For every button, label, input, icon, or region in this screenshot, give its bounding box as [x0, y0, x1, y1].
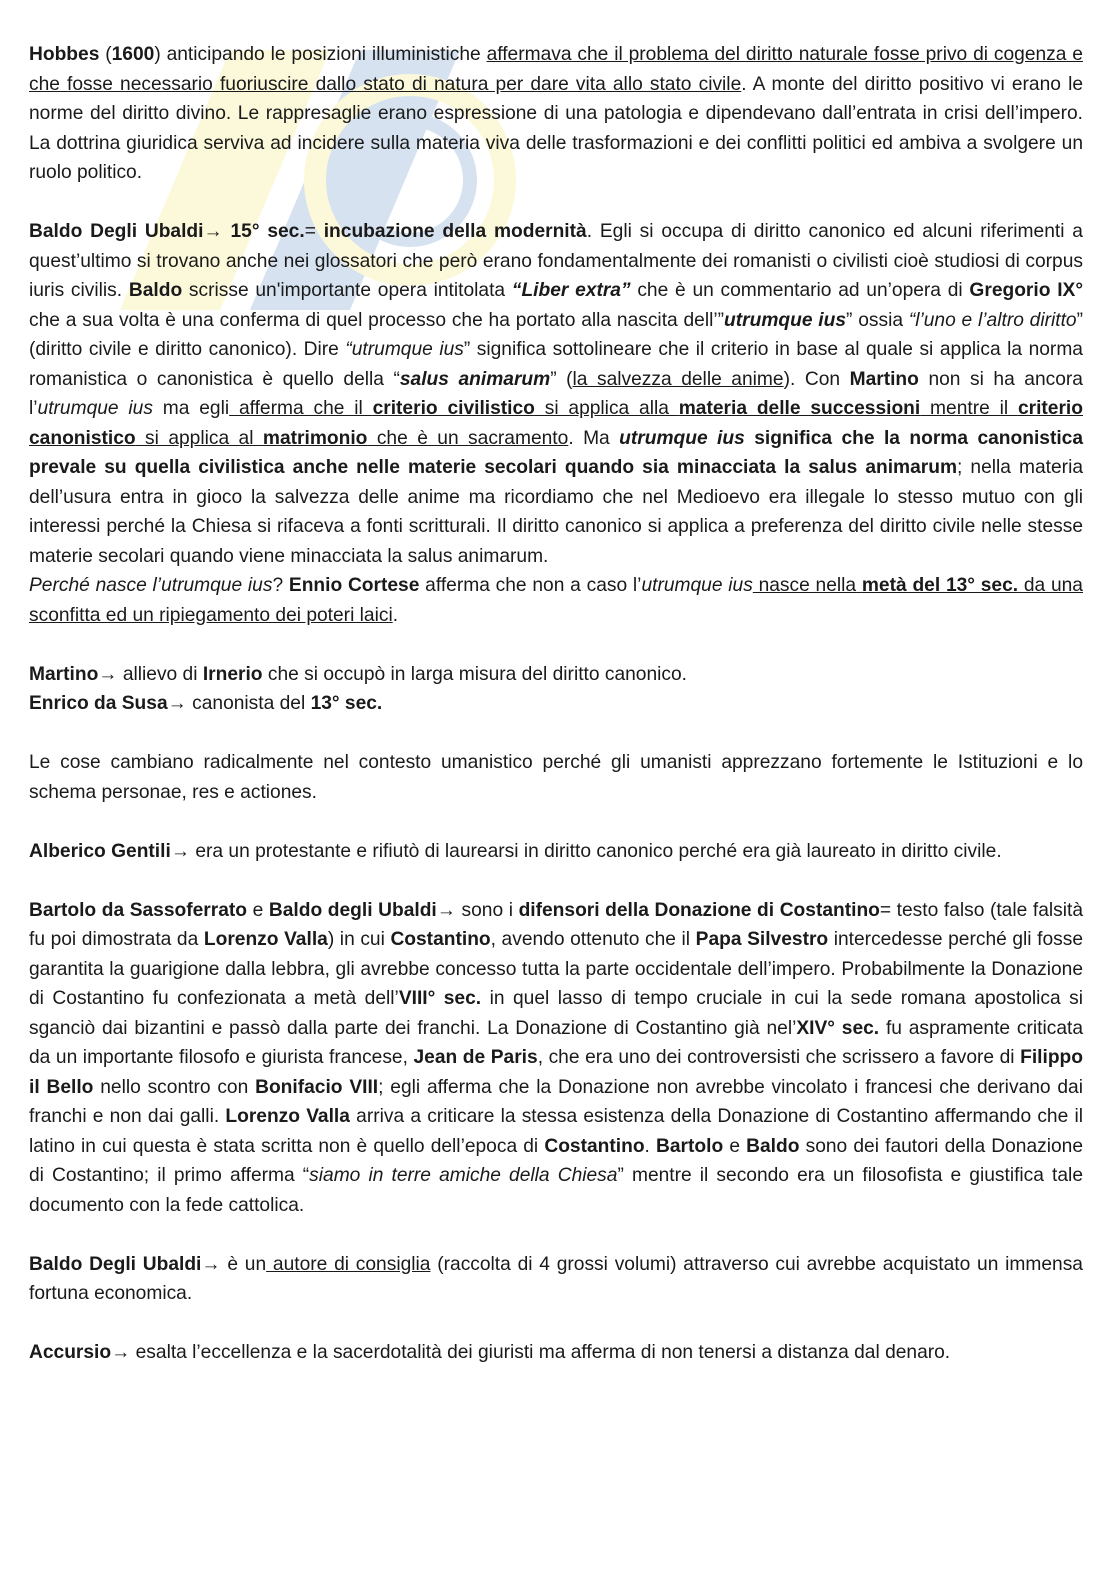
text-run: Martino [849, 368, 919, 390]
text-run: 1600 [111, 44, 155, 65]
paragraph-accursio [29, 1338, 1083, 1368]
text-run: Hobbes [29, 44, 100, 65]
text-run: utrumque ius [619, 427, 745, 449]
text-run: e [723, 1135, 747, 1157]
text-run: Alberico Gentili [29, 840, 171, 862]
text-run: (raccolta di 4 grossi volumi) attraverso cui avrebbe acquistato un immensa fortuna economica. [29, 1253, 1083, 1304]
paragraph-umanisti [29, 748, 1083, 807]
text-run: = testo falso (tale falsità fu poi dimostrata da [29, 899, 1083, 950]
paragraph-enrico [29, 689, 1083, 719]
text-run: metà del 13° sec. [861, 575, 1019, 596]
text-run: → allievo di [98, 663, 203, 685]
text-run: incubazione della modernità [323, 221, 587, 242]
text-run: afferma che il [229, 398, 373, 419]
text-run: , avendo ottenuto che il [490, 929, 696, 950]
text-run: → [203, 221, 231, 242]
text-run: Bartolo da Sassoferrato [29, 899, 248, 921]
text-run: intercedesse perché gli fosse garantita la guarigione dalla lebbra, gli avrebbe concesso tutta la parte occidentale dell’impero. Probabilmente la Donazione di Costantino fu confezionata a metà dell’ [29, 929, 1084, 1009]
text-run: Baldo Degli Ubaldi [29, 221, 204, 242]
text-run: , che era uno dei controversisti che scrissero a favore di [537, 1047, 1021, 1068]
text-run: Lorenzo Valla [225, 1106, 350, 1127]
text-run: . [392, 604, 399, 626]
text-run: Baldo [746, 1135, 800, 1157]
text-run: ” (diritto civile e diritto canonico). Dire [29, 309, 1083, 360]
text-run: si applica al [135, 427, 263, 449]
text-run: ” ossia [846, 309, 909, 331]
paragraph-baldo-utrumque [29, 217, 1083, 571]
text-run: ? [272, 575, 289, 596]
text-run: Baldo Degli Ubaldi [29, 1253, 202, 1275]
text-run: matrimonio [262, 427, 368, 449]
text-run: e [247, 899, 269, 921]
text-run: Enrico da Susa [29, 693, 168, 714]
text-run: Gregorio IX° [969, 280, 1083, 301]
text-run: ) anticipando le posizioni illuministiche [154, 44, 487, 65]
text-run: non si ha ancora l’ [29, 368, 1083, 419]
text-run: . A monte del diritto positivo vi erano le norme del diritto divino. Le rappresaglie erano espressione di una patologia e dipendevano dall’entrata in crisi dell’impero. La dottrina giuridica serviva ad incidere sulla materia viva delle trasformazioni e dei conflitti politici ed ambiva a svolgere un ruolo politico. [29, 73, 1083, 183]
paragraph-martino [29, 660, 1083, 690]
text-run: → esalta l’eccellenza e la sacerdotalità dei giuristi ma afferma di non tenersi a distanza dal denaro. [111, 1342, 951, 1363]
text-run: la salvezza delle anime [572, 368, 784, 390]
text-run: autore di consiglia [266, 1253, 431, 1275]
text-run: che è un sacramento [367, 427, 569, 449]
text-run: utrumque ius [37, 398, 153, 419]
text-run: ” ( [550, 368, 573, 390]
text-run: XIV° sec. [796, 1017, 880, 1039]
text-run: utrumque ius [641, 575, 753, 596]
text-run: mentre il [920, 398, 1018, 419]
text-run: ). Con [783, 368, 850, 390]
text-run: Papa Silvestro [695, 929, 829, 950]
text-run: “Liber extra” [511, 280, 631, 301]
paragraph-perche-utrumque [29, 571, 1083, 630]
text-run: che è un commentario ad un’opera di [630, 280, 970, 301]
text-run: Baldo degli Ubaldi [268, 899, 437, 921]
text-run: da una sconfitta ed un ripiegamento dei poteri laici [29, 575, 1083, 626]
document-page [29, 40, 1083, 1397]
text-run: Bartolo [656, 1135, 724, 1157]
text-run: nello scontro con [93, 1076, 256, 1098]
text-run: ; egli afferma che la Donazione non avrebbe vincolato i francesi che derivano dai franchi e non dai galli. [29, 1076, 1083, 1127]
text-run: arriva a criticare la stessa esistenza della Donazione di Costantino affermando che il latino in cui questa è stata scritta non è quello dell’epoca di [29, 1106, 1083, 1157]
text-run: ma egli [152, 398, 230, 419]
paragraph-gentili [29, 837, 1083, 867]
text-run: affermava che il problema del diritto naturale fosse privo di cogenza e che fosse necessario fuoriuscire dallo stato di natura per dare vita allo stato civile [29, 44, 1083, 95]
text-run: fu aspramente criticata da un importante filosofo e giurista francese, [29, 1017, 1084, 1068]
text-run: ” mentre il secondo era un filosofista e giustifica tale documento con la fede cattolica. [29, 1165, 1083, 1216]
text-run: = [304, 221, 324, 242]
text-run: Baldo [128, 280, 183, 301]
text-run: Costantino [390, 929, 491, 950]
text-run: ” significa sottolineare che il criterio in base al quale si applica la norma romanistica o canonistica è quello della “ [29, 339, 1083, 390]
text-run: ( [99, 44, 112, 65]
text-run: siamo in terre amiche della Chiesa [309, 1165, 618, 1186]
text-run: → sono i [436, 899, 519, 921]
text-run: Le cose cambiano radicalmente nel contesto umanistico perché gli umanisti apprezzano fortemente le Istituzioni e lo schema personae, res e actiones. [29, 752, 1083, 803]
text-run: 15° sec. [230, 221, 305, 242]
text-run: → era un protestante e rifiutò di laurearsi in diritto canonico perché era già laureato in diritto civile. [170, 840, 1002, 862]
text-run: . Egli si occupa di diritto canonico ed alcuni riferimenti a quest’ultimo si trovano anche nei glossatori che però erano fondamentalmente dei romanisti o civilisti cioè studiosi di corpus iuris civilis. [29, 221, 1083, 301]
text-run: Lorenzo Valla [203, 929, 328, 950]
text-run: Costantino [544, 1135, 645, 1157]
text-run: si applica alla [534, 398, 679, 419]
text-run: utrumque ius [724, 309, 847, 331]
text-run: criterio canonistico [29, 398, 1083, 449]
text-run: Jean de Paris [413, 1047, 538, 1068]
text-run: Perché nasce l’utrumque ius [29, 575, 273, 596]
text-run: nasce nella [752, 575, 862, 596]
text-run: che a sua volta è una conferma di quel processo che ha portato alla nascita dell’” [29, 309, 725, 331]
text-run: ; nella materia dell’usura entra in gioco la salvezza delle anime ma ricordiamo che nel Medioevo era illegale lo stesso mutuo con gli interessi perché la Chiesa si rifaceva a fonti scritturali. Il diritto canonico si applica a preferenza del diritto civile nelle stesse materie secolari quando viene minacciata la salus animarum. [29, 457, 1084, 567]
text-run: che si occupò in larga misura del diritto canonico. [262, 663, 688, 685]
text-run: → è un [201, 1253, 267, 1275]
text-run: difensori della Donazione di Costantino [518, 899, 880, 921]
text-run: “utrumque ius [345, 339, 464, 360]
paragraph-hobbes [29, 40, 1083, 188]
text-run: in quel lasso di tempo cruciale in cui la sede romana apostolica si sganciò dai bizantini e passò dalla parte dei franchi. La Donazione di Costantino già nel’ [29, 988, 1084, 1039]
text-run: Filippo il Bello [29, 1047, 1083, 1098]
text-run: scrisse un'importante opera intitolata [182, 280, 512, 301]
text-run: criterio civilistico [372, 398, 535, 419]
text-run: 13° sec. [310, 693, 383, 714]
paragraph-baldo-consiglia [29, 1250, 1083, 1309]
text-run: salus animarum [399, 368, 551, 390]
paragraph-donazione [29, 896, 1083, 1221]
text-run: Ennio Cortese [288, 575, 420, 596]
text-run: significa che la norma canonistica prevale su quella civilistica anche nelle materie secolari quando sia minacciata la salus animarum [29, 427, 1084, 478]
text-run: sono dei fautori della Donazione di Costantino; il primo afferma “ [29, 1135, 1084, 1186]
text-run: “l’uno e l’altro diritto [908, 309, 1077, 331]
text-run: ) in cui [327, 929, 391, 950]
text-run: afferma che non a caso l’ [419, 575, 642, 596]
text-run: → canonista del [167, 693, 311, 714]
text-run: VIII° sec. [398, 988, 482, 1009]
text-run: Accursio [29, 1342, 112, 1363]
text-run: . Ma [568, 427, 620, 449]
text-run: materia delle successioni [678, 398, 921, 419]
text-run: Bonifacio VIII [255, 1076, 379, 1098]
text-run: Irnerio [202, 663, 263, 685]
text-run: . [644, 1135, 657, 1157]
text-run: Martino [29, 663, 99, 685]
